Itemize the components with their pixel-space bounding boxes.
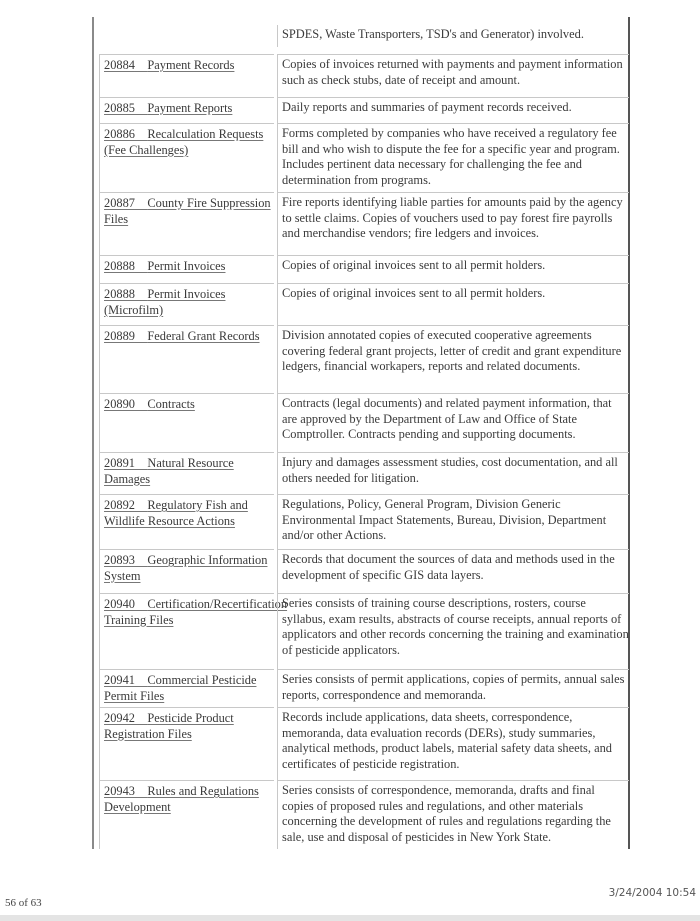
record-title: Contracts bbox=[147, 397, 195, 411]
record-series-link[interactable] bbox=[104, 673, 256, 703]
record-number: 20884 bbox=[104, 58, 135, 72]
record-series-link[interactable] bbox=[104, 597, 287, 627]
record-series-link[interactable] bbox=[104, 456, 234, 486]
record-series-link[interactable] bbox=[104, 196, 271, 226]
spacer bbox=[135, 553, 147, 567]
record-series-link[interactable] bbox=[104, 58, 234, 72]
record-series-link[interactable] bbox=[104, 711, 234, 741]
record-title: Payment Reports bbox=[147, 101, 233, 115]
spacer bbox=[135, 597, 147, 611]
spacer bbox=[135, 259, 147, 273]
record-number: 20892 bbox=[104, 498, 135, 512]
record-number: 20890 bbox=[104, 397, 135, 411]
record-description: Contracts (legal documents) and related payment information, that are approved by the Department of Law and Office of State Comptroller. Contracts pending and supporting documents. bbox=[277, 393, 629, 452]
record-number: 20893 bbox=[104, 553, 135, 567]
record-title: County Fire Suppression Files bbox=[104, 196, 271, 226]
record-description: Series consists of training course descriptions, rosters, course syllabus, exam results, abstracts of course receipts, annual reports of applicators and other records concerning the training and examination of pesticide applicators. bbox=[277, 593, 629, 669]
record-description: Copies of invoices returned with payments and payment information such as check stubs, date of receipt and amount. bbox=[277, 54, 629, 97]
record-title: Rules and Regulations Development bbox=[104, 784, 259, 814]
record-series-cell bbox=[99, 325, 274, 393]
spacer bbox=[135, 127, 147, 141]
record-description: Forms completed by companies who have received a regulatory fee bill and who wish to dispute the fee for a specific year and program. Includes pertinent data necessary for challenging the fee and determination from programs. bbox=[277, 123, 629, 192]
record-series-cell bbox=[99, 192, 274, 255]
spacer bbox=[135, 673, 147, 687]
record-description: Fire reports identifying liable parties for amounts paid by the agency to settle claims. Copies of vouchers used to pay forest fire payrolls and merchandise vendors; fire ledgers and invoices. bbox=[277, 192, 629, 255]
records-table bbox=[92, 17, 630, 849]
record-series-link[interactable] bbox=[104, 127, 263, 157]
record-series-link[interactable] bbox=[104, 287, 226, 317]
record-series-link[interactable] bbox=[104, 784, 259, 814]
record-description: Series consists of permit applications, copies of permits, annual sales reports, correspondence and memoranda. bbox=[277, 669, 629, 707]
record-number: 20887 bbox=[104, 196, 135, 210]
spacer bbox=[135, 101, 147, 115]
spacer bbox=[135, 498, 147, 512]
record-title: Pesticide Product Registration Files bbox=[104, 711, 234, 741]
record-series-cell bbox=[99, 393, 274, 452]
record-description: Copies of original invoices sent to all permit holders. bbox=[277, 283, 629, 325]
spacer bbox=[135, 784, 147, 798]
record-title: Permit Invoices bbox=[147, 259, 226, 273]
record-title: Natural Resource Damages bbox=[104, 456, 234, 486]
record-series-link[interactable] bbox=[104, 498, 248, 528]
record-description: Copies of original invoices sent to all permit holders. bbox=[277, 255, 629, 283]
spacer bbox=[135, 58, 147, 72]
print-timestamp: 3/24/2004 10:54 bbox=[608, 887, 696, 899]
record-description: Records include applications, data sheets, correspondence, memoranda, data evaluation records (DERs), study summaries, analytical methods, product labels, material safety data sheets, and certificates of pesticide registration. bbox=[277, 707, 629, 780]
record-description: Regulations, Policy, General Program, Division Generic Environmental Impact Statements, Bureau, Division, Department and/or other Actions. bbox=[277, 494, 629, 549]
bottom-edge bbox=[0, 915, 700, 921]
record-series-cell bbox=[99, 549, 274, 593]
record-series-cell bbox=[99, 593, 288, 669]
record-description: Records that document the sources of data and methods used in the development of specific GIS data layers. bbox=[277, 549, 629, 593]
record-series-cell bbox=[99, 707, 274, 780]
record-series-cell bbox=[99, 255, 274, 283]
record-title: Geographic Information System bbox=[104, 553, 268, 583]
record-description: Injury and damages assessment studies, cost documentation, and all others needed for litigation. bbox=[277, 452, 629, 494]
page-number: 56 of 63 bbox=[5, 897, 42, 909]
record-title: Permit Invoices (Microfilm) bbox=[104, 287, 226, 317]
record-series-link[interactable] bbox=[104, 101, 232, 115]
record-title: Regulatory Fish and Wildlife Resource Actions bbox=[104, 498, 248, 528]
spacer bbox=[135, 329, 147, 343]
record-title: Certification/Recertification Training Files bbox=[104, 597, 288, 627]
record-series-link[interactable] bbox=[104, 553, 267, 583]
record-number: 20888 bbox=[104, 259, 135, 273]
spacer bbox=[135, 196, 147, 210]
record-title: Commercial Pesticide Permit Files bbox=[104, 673, 257, 703]
record-number: 20889 bbox=[104, 329, 135, 343]
record-series-cell bbox=[99, 780, 274, 849]
record-series-cell bbox=[99, 123, 274, 192]
record-number: 20941 bbox=[104, 673, 135, 687]
spacer bbox=[135, 287, 147, 301]
record-series-cell bbox=[99, 283, 274, 325]
record-series-cell bbox=[99, 54, 274, 97]
record-title: Recalculation Requests (Fee Challenges) bbox=[104, 127, 264, 157]
record-number: 20888 bbox=[104, 287, 135, 301]
record-number: 20940 bbox=[104, 597, 135, 611]
record-series-link[interactable] bbox=[104, 259, 226, 273]
record-series-cell bbox=[99, 452, 274, 494]
spacer bbox=[135, 711, 147, 725]
record-number: 20942 bbox=[104, 711, 135, 725]
record-title: Federal Grant Records bbox=[147, 329, 260, 343]
record-series-cell bbox=[99, 97, 274, 123]
record-number: 20891 bbox=[104, 456, 135, 470]
spacer bbox=[135, 456, 147, 470]
record-series-link[interactable] bbox=[104, 397, 195, 411]
spacer bbox=[135, 397, 147, 411]
record-number: 20886 bbox=[104, 127, 135, 141]
record-series-link[interactable] bbox=[104, 329, 260, 343]
record-description: Division annotated copies of executed cooperative agreements covering federal grant projects, letter of credit and grant expenditure ledgers, financial workapers, reports and related documents. bbox=[277, 325, 629, 393]
continuation-text: SPDES, Waste Transporters, TSD's and Generator) involved. bbox=[277, 25, 629, 47]
record-series-cell bbox=[99, 494, 274, 549]
record-description: Series consists of correspondence, memoranda, drafts and final copies of proposed rules and regulations, and other materials concerning the development of rules and regulations regarding the sale, use and disposal of pesticides in New York State. bbox=[277, 780, 629, 849]
record-series-cell bbox=[99, 669, 274, 707]
record-description: Daily reports and summaries of payment records received. bbox=[277, 97, 629, 123]
record-title: Payment Records bbox=[147, 58, 235, 72]
record-number: 20885 bbox=[104, 101, 135, 115]
record-number: 20943 bbox=[104, 784, 135, 798]
